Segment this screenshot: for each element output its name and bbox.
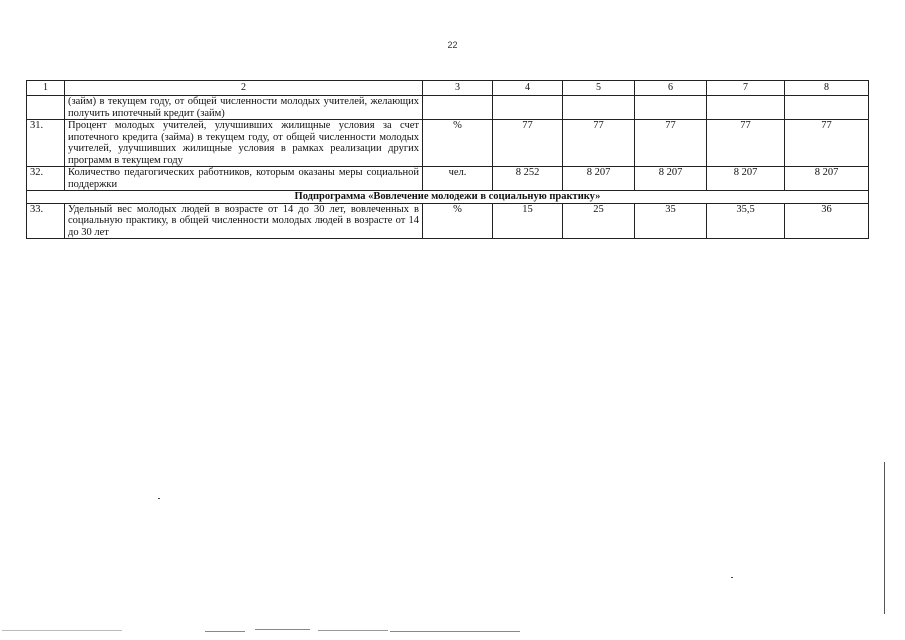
value-cell: 8 207 [563,167,635,191]
value-cell [493,96,563,120]
value-cell: 77 [563,120,635,167]
value-cell: 8 207 [785,167,869,191]
value-cell [707,96,785,120]
value-cell: 8 207 [635,167,707,191]
value-cell: 35 [635,203,707,239]
table-row [27,203,869,239]
indicator-description: Удельный вес молодых людей в возрасте от 14 до 30 лет, вовлеченных в социальную практику, в общей численности молодых людей в возрасте от 14 до 30 лет [65,203,423,239]
indicator-description: Количество педагогических работников, которым оказаны меры социальной поддержки [65,167,423,191]
table-row [27,120,869,167]
row-number [27,96,65,120]
table-row [27,96,869,120]
column-header: 1 [27,81,65,96]
column-header: 3 [423,81,493,96]
unit-cell: % [423,203,493,239]
value-cell: 77 [707,120,785,167]
column-header: 7 [707,81,785,96]
scan-bottom-noise [0,628,905,634]
value-cell: 77 [635,120,707,167]
table-row [27,167,869,191]
scan-speck [158,498,160,499]
value-cell [635,96,707,120]
row-number: 31. [27,120,65,167]
column-header: 6 [635,81,707,96]
row-number: 32. [27,167,65,191]
column-header: 4 [493,81,563,96]
value-cell: 8 252 [493,167,563,191]
section-row [27,191,869,204]
value-cell: 15 [493,203,563,239]
value-cell [563,96,635,120]
value-cell: 36 [785,203,869,239]
table-header-row [27,81,869,96]
value-cell: 77 [785,120,869,167]
indicator-description: Процент молодых учителей, улучшивших жилищные условия за счет ипотечного кредита (займа) в текущем году, от общей численности молодых учителей, улучшивших жилищные условия в рамках реализации других программ в текущем году [65,120,423,167]
subprogram-title: Подпрограмма «Вовлечение молодежи в социальную практику» [27,191,869,204]
value-cell: 8 207 [707,167,785,191]
column-header: 5 [563,81,635,96]
unit-cell [423,96,493,120]
page-number: 22 [447,40,458,50]
unit-cell: % [423,120,493,167]
value-cell: 25 [563,203,635,239]
indicators-table [26,80,869,239]
unit-cell: чел. [423,167,493,191]
column-header: 8 [785,81,869,96]
indicator-description: (займ) в текущем году, от общей численности молодых учителей, желающих получить ипотечный кредит (займ) [65,96,423,120]
scan-speck [731,577,733,578]
value-cell [785,96,869,120]
value-cell: 35,5 [707,203,785,239]
column-header: 2 [65,81,423,96]
value-cell: 77 [493,120,563,167]
row-number: 33. [27,203,65,239]
scan-edge-line [884,462,885,614]
